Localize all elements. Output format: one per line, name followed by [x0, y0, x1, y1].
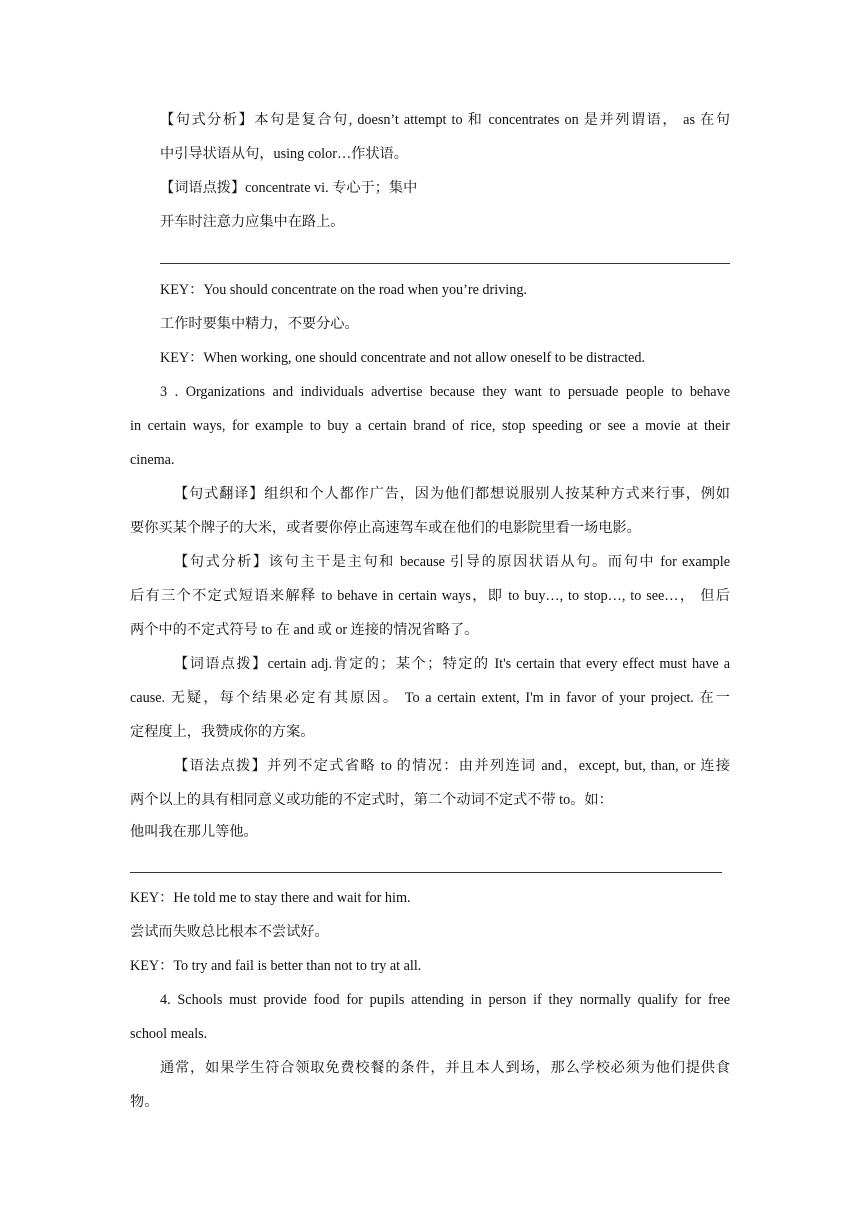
- sentence-analysis-line: 中引导状语从句，using color…作状语。: [160, 146, 408, 162]
- sentence-analysis-line: 【句式分析】本句是复合句, doesn’t attempt to 和 concentrates on 是并列谓语， as 在句: [160, 112, 730, 128]
- sentence-text-line: 3 . Organizations and individuals advertise because they want to persuade people to behave: [160, 384, 730, 400]
- sentence-translation-line: 要你买某个牌子的大米，或者要你停止高速驾车或在他们的电影院里看一场电影。: [130, 520, 641, 536]
- sentence-analysis-line: 后有三个不定式短语来解释 to behave in certain ways，即 to buy…, to stop…, to see…， 但后: [130, 588, 730, 604]
- example-chinese: 尝试而失败总比根本不尝试好。: [130, 924, 329, 940]
- sentence-text-line: cinema.: [130, 452, 175, 468]
- sentence-translation-line: 物。: [130, 1094, 159, 1110]
- example-chinese: 工作时要集中精力，不要分心。: [160, 316, 359, 332]
- example-key: KEY：When working, one should concentrate and not allow oneself to be distracted.: [160, 350, 645, 366]
- vocab-note-line: 【词语点拨】certain adj.肯定的；某个；特定的 It's certain that every effect must have a: [174, 656, 730, 672]
- answer-blank-line: [130, 872, 722, 873]
- grammar-note-line: 【语法点拨】并列不定式省略 to 的情况：由并列连词 and，except, but, than, or 连接: [174, 758, 730, 774]
- sentence-analysis-line: 两个中的不定式符号 to 在 and 或 or 连接的情况省略了。: [130, 622, 479, 638]
- sentence-text-line: in certain ways, for example to buy a certain brand of rice, stop speeding or see a movie at their: [130, 418, 730, 434]
- sentence-text-line: 4. Schools must provide food for pupils attending in person if they normally qualify for free: [160, 992, 730, 1008]
- vocab-note-line: cause. 无疑，每个结果必定有其原因。 To a certain extent, I'm in favor of your project. 在一: [130, 690, 730, 706]
- example-key: KEY：You should concentrate on the road when you’re driving.: [160, 282, 527, 298]
- example-key: KEY：He told me to stay there and wait for him.: [130, 890, 411, 906]
- example-key: KEY：To try and fail is better than not to try at all.: [130, 958, 422, 974]
- sentence-analysis-line: 【句式分析】该句主干是主句和 because 引导的原因状语从句。而句中 for example: [174, 554, 730, 570]
- example-chinese: 开车时注意力应集中在路上。: [160, 214, 345, 230]
- vocab-note-line: 定程度上，我赞成你的方案。: [130, 724, 315, 740]
- sentence-translation-line: 通常，如果学生符合领取免费校餐的条件，并且本人到场，那么学校必须为他们提供食: [160, 1060, 730, 1076]
- sentence-text-line: school meals.: [130, 1026, 208, 1042]
- answer-blank-line: [160, 263, 730, 264]
- example-chinese: 他叫我在那儿等他。: [130, 824, 258, 840]
- grammar-note-line: 两个以上的具有相同意义或功能的不定式时，第二个动词不定式不带 to。如：: [130, 792, 613, 808]
- sentence-translation-line: 【句式翻译】组织和个人都作广告，因为他们都想说服别人按某种方式来行事，例如: [174, 486, 730, 502]
- vocab-note: 【词语点拨】concentrate vi. 专心于；集中: [160, 180, 418, 196]
